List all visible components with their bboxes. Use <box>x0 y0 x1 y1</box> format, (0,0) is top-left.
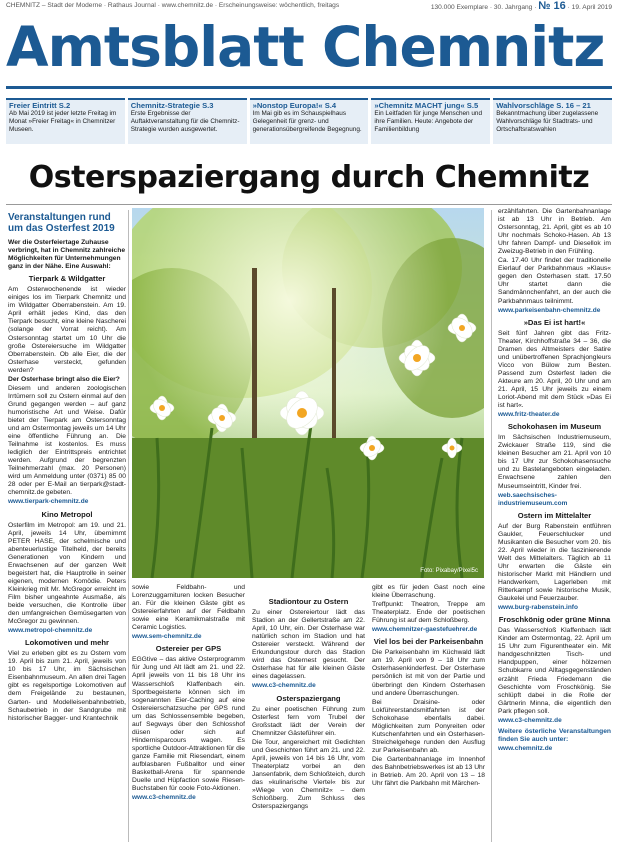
section-heading: Froschkönig oder grüne Minna <box>498 615 611 625</box>
paragraph: Diesem und anderen zoologischen Irrtümern soll zu Ostern einmal auf den Grund gegangen werden – auf ganz humoristische Art und Weise. Dafür bietet der Tierpark am Ostersonntag und am Ostermontag jeweils um 14 Uhr eine öffentliche Führung an. Die Teilnahme ist kostenlos. Es muss lediglich der Eintrittspreis entrichtet werden. Aufgrund der begrenzten Teilnehmerzahl (max. 20 Personen) wird um Anmeldung unter (0371) 85 00 28 oder per E-Mail an tierpark@stadt-chemnitz.de gebeten. <box>8 384 126 497</box>
column-divider <box>491 210 492 842</box>
c3-link[interactable]: www.c3-chemnitz.de <box>498 716 562 724</box>
chemnitz-link[interactable]: www.chemnitz.de <box>498 744 553 752</box>
teaser-title: »Chemnitz MACHT jung« S.5 <box>374 101 479 110</box>
paragraph: Zu einer Ostereiertour lädt das Stadion an der Gellertstraße am 22. April, 10 Uhr, ein. Der Osterhase war natürlich schon im Stadion und hat Ostereier versteckt. Während der Erkundungstour durch das Stadion wird das Osternest gesucht. Der Osterhase hat für alle kleinen Gäste eines dagelassen. <box>252 609 365 681</box>
teaser-text: Erste Ergebnisse der Auftaktveranstaltung für die Chemnitz-Strategie wurden ausgewertet. <box>130 110 240 133</box>
issue-date: 19. April 2019 <box>571 4 612 11</box>
teaser-title: Wahlvorschläge S. 16 – 21 <box>496 101 591 110</box>
teaser-text: Bekanntmachung über zugelassene Wahlvorschläge für Stadtrats- und Ortschaftsratswahlen <box>496 110 599 133</box>
teaser-3[interactable] <box>250 98 369 144</box>
paragraph: Osterfilm im Metropol: am 19. und 21. April, jeweils 14 Uhr, übernimmt PETER HASE, der schelmische und abenteuerlustige Titelheld, der bereits Generationen von Kindern und Erwachsenen auf der ganzen Welt begeistert hat, die Hauptrolle in seiner eigenen, modernen Komödie. Peters Kleinkrieg mit Mr. McGregor erreicht im Film bisher ungeahnte Ausmaße, als beide versuchen, die Kontrolle über den umfangreichen Gemüsegarten von McGregor zu gewinnen. <box>8 521 126 626</box>
paragraph: Seit fünf Jahren gibt das Fritz-Theater, Kirchhoffstraße 34 – 36, die Dramen des Altmeisters der Satire und unübertroffenen Sprachjongleurs Vicco von Bülow zum Besten. Passend zum Osterfest laden die Akteure am 20. April, 20 Uhr und am 21. April, 15 Uhr jeweils zu einem Loriot-Abend mit dem Stück »Das Ei ist hart«. <box>498 329 611 410</box>
more-events: Weitere österliche Veranstaltungen finden Sie auch unter: <box>498 727 611 743</box>
paragraph: Treffpunkt: Theatron, Treppe am Theaterplatz. Ende der poetischen Führung ist auf dem Schloßberg. <box>372 601 485 625</box>
teaser-title: Chemnitz-Strategie S.3 <box>130 101 214 110</box>
burg-rabenstein-link[interactable]: www.burg-rabenstein.info <box>498 604 578 612</box>
paragraph: Auf der Burg Rabenstein entführen Gaukler, Feuerschlucker und Musikanten die Besucher vom 20. bis 22. April wieder in die faszinierende Welt des Mittelalters. Täglich ab 11 Uhr erwarten die Gäste ein historischer Markt mit Händlern und Handwerkern, Lagerleben mit Ritterkampf sowie historische Musik, Gaukelei und Feuerzauber. <box>498 522 611 603</box>
teaser-bar <box>6 98 612 144</box>
paragraph: Im Sächsischen Industriemuseum, Zwickauer Straße 119, sind die kleinen Besucher am 21. April von 10 bis 17 Uhr zur Schokohasensuche und zu Bastelangeboten eingeladen. Erwachsene zahlen den Museumseintritt, Kinder frei. <box>498 434 611 490</box>
column-1 <box>8 212 126 842</box>
c3-link[interactable]: www.c3-chemnitz.de <box>132 794 196 802</box>
column-3 <box>252 584 365 842</box>
paragraph: gibt es für jeden Gast noch eine kleine Überraschung. <box>372 584 485 600</box>
header-right: 130.000 Exemplare · 30. Jahrgang · № 16 · 19. April 2019 <box>430 0 612 12</box>
paragraph-question: Der Osterhase bringt also die Eier? <box>8 375 120 383</box>
column-4 <box>372 584 485 842</box>
paragraph: Die Gartenbahnanlage im Innenhof des Bahnbetriebswerkes ist ab 13 Uhr in Betrieb. Am 20. April von 13 – 18 Uhr fährt die Parkbahn mit Märchen- <box>372 755 485 788</box>
section-heading: Ostern im Mittelalter <box>517 510 592 520</box>
paragraph: Viel zu erleben gibt es zu Ostern vom 19. April bis zum 21. April, jeweils von 10 bis 17 Uhr, im Sächsischen Eisenbahnmuseum. An allen drei Tagen gibt es regelsportige Lokomotiven auf dem Freigelände zu bestaunen, Garten- und Modelleisenbahnbetrieb, Schaubetrieb in der Sandgrube mit historischer Bagger- und Krantechnik <box>8 650 126 722</box>
section-heading: Schokohasen im Museum <box>507 422 602 432</box>
industriemuseum-link[interactable]: web.saechsisches-industriemuseum.com <box>498 491 568 507</box>
header-strip <box>6 2 612 13</box>
paragraph: sowie Feldbahn- und Lorenzuggarnituren locken Besucher an. Für die kleinen Gäste gibt es Ostereierfahrten auf der Feldbahn sowie eine Keramikmalstraße mit Ceramic Logistics. <box>132 584 245 632</box>
column-divider <box>128 210 129 842</box>
masthead: Amtsblatt Chemnitz <box>6 15 605 79</box>
teaser-title: Freier Eintritt S.2 <box>9 101 71 110</box>
section-heading: Osterspaziergang <box>276 693 341 703</box>
header-circulation: 130.000 Exemplare · 30. Jahrgang <box>430 4 533 11</box>
paragraph: Am Osterwochenende ist wieder einiges los im Tierpark Chemnitz und im Wildgatter Oberrabenstein. Am 19. April erhält jedes Kind, das den Tierpark besucht, eine kleine Nascherei (solange der Vorrat reicht). Am Ostersonntag startet um 10 Uhr die große Ostereiersuche im Wildgatter Oberrabenstein. Ob alle Eier, die der Osterhase versteckt, gefunden werden? <box>8 286 126 374</box>
headline-rule <box>6 204 612 205</box>
events-intro: Wer die Osterfeiertage Zuhause verbringt, hat in Chemnitz zahlreiche Möglichkeiten für Unternehmungen ganz in der Nähe. Eine Auswahl: <box>8 239 126 271</box>
section-heading: Lokomotiven und mehr <box>25 638 109 648</box>
paragraph: Zu einer poetischen Führung zum Osterfest fern vom Trubel der Großstadt lädt der Verein der Chemnitzer Gästeführer ein. <box>252 705 365 737</box>
main-headline: Osterspaziergang durch Chemnitz <box>28 160 590 195</box>
paragraph: Das Wasserschloß Klaffenbach lädt Kinder am Ostermontag, 22. April um 15 Uhr zum Figurentheater ein. Mit handgeschnitzten Tisch- und Handpuppen, einer hölzernen Schubkarre und Alltagsgegenständen erzählt Frieda Friedemann die Geschichte vom Froschkönig. Sie schlüpft dabei in die Rolle der Gärtnerin Minna, die eigentlich den Park pflegen soll. <box>498 627 611 715</box>
photo-caption: Foto: Pixabay/Pixel5c <box>420 568 478 574</box>
column-2 <box>132 584 245 842</box>
section-heading: Viel los bei der Parkeisenbahn <box>373 637 484 647</box>
section-heading: »Das Ei ist hart!« <box>523 317 586 327</box>
section-heading: Tierpark & Wildgatter <box>28 274 106 284</box>
section-heading: Kino Metropol <box>41 509 93 519</box>
header-left: CHEMNITZ – Stadt der Moderne · Rathaus Journal · www.chemnitz.de · Erscheinungsweise: wöchentlich, freitags <box>6 2 340 9</box>
teaser-title: »Nonstop Europa!« S.4 <box>252 101 337 110</box>
daffodil-photo-illustration <box>132 208 484 578</box>
teaser-text: Ein Leitfaden für junge Menschen und ihre Familien. Heute: Angebote der Familienbildung <box>374 110 483 133</box>
paragraph: Die Tour, angereichert mit Gedichten und Geschichten führt am 21. und 22. April, jeweils von 14 bis 16 Uhr, vom Theaterplatz vorbei an den Jansenfabrik, dem Schloßteich, durch das »kulinarische Viertel« bis zur »Wiege von Chemnitz« – dem Schloßberg. Zum Schluss des Osterspaziergangs <box>252 738 365 811</box>
column-5 <box>498 208 611 842</box>
issue-number: № 16 <box>538 0 566 12</box>
hero-photo <box>132 208 484 578</box>
teaser-4[interactable] <box>371 98 490 144</box>
paragraph: erzählfahrten. Die Gartenbahnanlage ist ab 13 Uhr in Betrieb. Am Ostersonntag, 21. April, gibt es ab 10 Uhr nochmals Schoko-Hasen. Ab 13 Uhr fahren Dampf- und Diesellok im Zweizug-Betrieb in den Frühling. <box>498 208 611 256</box>
teaser-text: Im Mai gib es im Schauspielhaus Gelegenheit für grenz- und generationsübergreifende Begegnung. <box>252 110 362 133</box>
teaser-text: Ab Mai 2019 ist jeder letzte Freitag im Monat »Freier Freitag« in Chemnitzer Museen. <box>9 110 117 133</box>
fritz-theater-link[interactable]: www.fritz-theater.de <box>498 411 560 419</box>
sem-link[interactable]: www.sem-chemnitz.de <box>132 633 202 641</box>
paragraph: EGGtive – das aktive Osterprogramm für Jung und Alt lädt am 21. und 22. April jeweils von 11 bis 18 Uhr ins Wasserschloß Klaffenbach ein. Sportbegeisterte können sich im sogenannten Eier-Caching auf eine Ostereierschatzsuche per GPS rund um das Schlossensemble begeben, auf Segways über den Schlosshof düsen oder sich auf Hindernisparcours wagen. Es sportliche Outdoor-Attraktionen für die ganze Familie mit Riesendart, einem aufblasbaren Fußballtor und einer Basketball-Arena für spannende Duelle und Hüpfaction sowie Riesen-Buchstaben für coole Foto-Aktionen. <box>132 656 245 793</box>
gaestefuehrer-link[interactable]: www.chemnitzer-gaestefuehrer.de <box>372 626 478 634</box>
c3-link[interactable]: www.c3-chemnitz.de <box>252 682 316 690</box>
teaser-5[interactable] <box>493 98 612 144</box>
section-heading: Ostereier per GPS <box>155 644 222 654</box>
section-heading: Stadiontour zu Ostern <box>268 597 349 606</box>
events-box-title: Veranstaltungen rund um das Osterfest 2019 <box>8 212 115 234</box>
paragraph: Ca. 17.40 Uhr findet der traditionelle Eierlauf der Parkbahnmaus »Klaus« gegen den Osterhasen statt. 17.50 Uhr startet dann die Sandmännchenfahrt, an der auch die Parkbahnmaus teilnimmt. <box>498 257 611 305</box>
parkeisenbahn-link[interactable]: www.parkeisenbahn-chemnitz.de <box>498 306 601 314</box>
teaser-2[interactable] <box>128 98 247 144</box>
metropol-link[interactable]: www.metropol-chemnitz.de <box>8 627 93 635</box>
tierpark-link[interactable]: www.tierpark-chemnitz.de <box>8 498 89 506</box>
teaser-1[interactable] <box>6 98 125 144</box>
paragraph: Die Parkeisenbahn im Küchwald lädt am 19. April von 9 – 18 Uhr zum Osterhasenkinderfest. Der Osterhase persönlich ist mit von der Partie und überbringt den Kindern Osterhasen und andere Überraschungen. <box>372 649 485 697</box>
masthead-rule <box>6 86 612 89</box>
paragraph: Bei Draisine- oder Lokführerstandsmitfahrten ist der Schokohase ebenfalls dabei. Möglichkeiten zum Ponyreiten oder Kutschenfahrten und ein Osterhasen-Streichelgehege runden den Ausflug zur Parkeisenbahn ab. <box>372 698 485 754</box>
